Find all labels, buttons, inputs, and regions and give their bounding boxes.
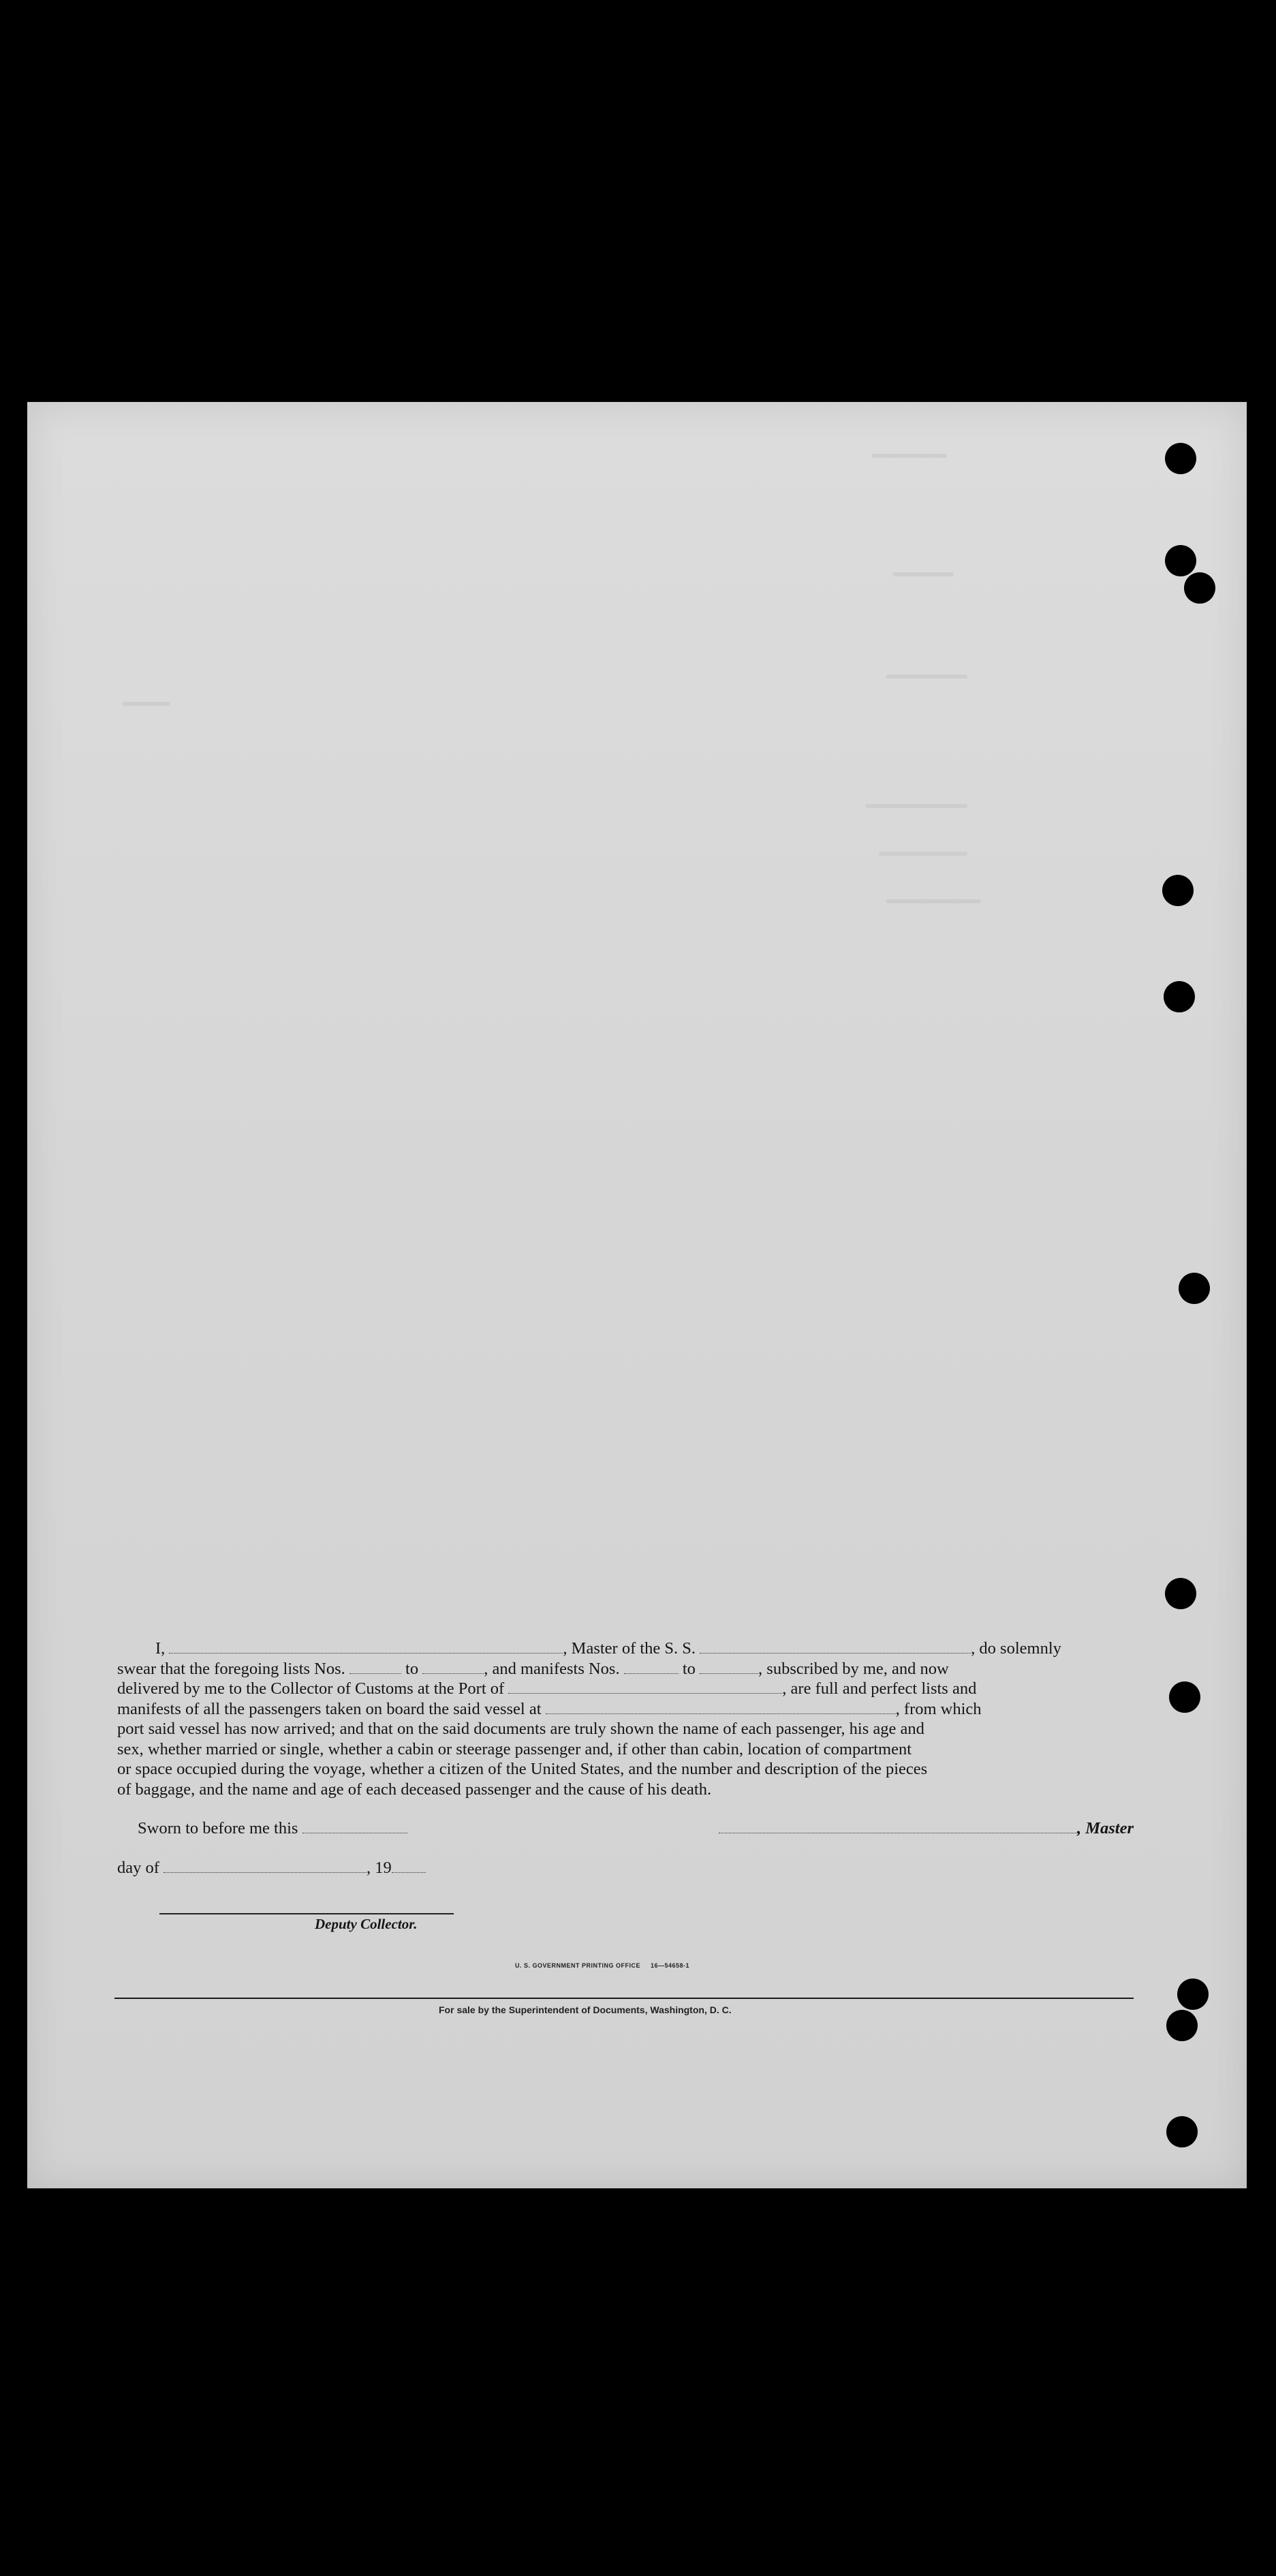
punch-hole <box>1177 1978 1209 2010</box>
oath-line-8: of baggage, and the name and age of each deceased passenger and the cause of his death. <box>117 1780 712 1799</box>
master-oath-text <box>117 1639 1134 1799</box>
master-name-blank <box>169 1641 563 1654</box>
punch-hole <box>1164 981 1195 1012</box>
punch-hole <box>1165 545 1196 576</box>
deputy-signature-line <box>159 1913 454 1914</box>
oath-full-perfect: , are full and perfect lists and <box>782 1679 977 1698</box>
day-of-row <box>117 1859 1134 1878</box>
oath-manifests-nos: , and manifests Nos. <box>484 1659 620 1678</box>
sworn-label: Sworn to before me this <box>138 1819 298 1837</box>
year-label: , 19 <box>367 1859 392 1877</box>
list-to-blank <box>422 1661 484 1674</box>
month-blank <box>164 1860 367 1873</box>
bleed-through-mark <box>879 852 967 856</box>
day-of-label: day of <box>117 1859 159 1877</box>
document-sheet <box>27 402 1247 2188</box>
manifest-from-blank <box>624 1661 679 1674</box>
punch-hole <box>1166 2116 1198 2147</box>
punch-hole <box>1169 1681 1200 1713</box>
manifest-to-blank <box>700 1661 758 1674</box>
list-from-blank <box>349 1661 401 1674</box>
oath-to-1: to <box>405 1659 419 1678</box>
gpo-imprint: U. S. GOVERNMENT PRINTING OFFICE 16—54658-1 <box>515 1962 690 1969</box>
sale-notice: For sale by the Superintendent of Documents, Washington, D. C. <box>439 2004 732 2015</box>
oath-master-of-ss: , Master of the S. S. <box>563 1639 696 1658</box>
oath-line-5: port said vessel has now arrived; and that on the said documents are truly shown the name of each passenger, his age and <box>117 1720 924 1738</box>
oath-subscribed: , subscribed by me, and now <box>758 1659 949 1678</box>
punch-hole <box>1165 1578 1196 1609</box>
master-label: , Master <box>1076 1819 1134 1837</box>
bleed-through-mark <box>872 454 947 458</box>
master-signature-blank <box>719 1820 1077 1833</box>
oath-port-of: delivered by me to the Collector of Customs at the Port of <box>117 1679 505 1698</box>
oath-from-which: , from which <box>895 1699 982 1718</box>
oath-i: I, <box>155 1639 166 1658</box>
oath-line-6: sex, whether married or single, whether a cabin or steerage passenger and, if other than cabin, location of compartment <box>117 1739 912 1758</box>
bleed-through-mark <box>892 572 954 576</box>
oath-line-7: or space occupied during the voyage, whether a citizen of the United States, and the number and description of the pieces <box>117 1760 928 1778</box>
footer-rule <box>114 1998 1134 1999</box>
punch-hole <box>1162 875 1194 906</box>
port-of-departure-blank <box>546 1701 896 1714</box>
oath-taken-on-board: manifests of all the passengers taken on board the said vessel at <box>117 1699 542 1718</box>
year-blank <box>392 1860 426 1873</box>
deputy-collector-label: Deputy Collector. <box>315 1916 418 1932</box>
punch-hole <box>1179 1273 1210 1304</box>
bleed-through-mark <box>865 804 967 808</box>
port-of-arrival-blank <box>508 1681 782 1694</box>
oath-lists-nos: swear that the foregoing lists Nos. <box>117 1659 345 1678</box>
sworn-day-blank <box>302 1820 407 1833</box>
oath-solemnly: , do solemnly <box>971 1639 1061 1658</box>
oath-to-2: to <box>682 1659 696 1678</box>
bleed-through-mark <box>123 702 170 706</box>
punch-hole <box>1165 443 1196 474</box>
bleed-through-mark <box>886 899 981 903</box>
punch-hole <box>1166 2010 1198 2041</box>
ship-name-blank <box>700 1641 971 1654</box>
bleed-through-mark <box>886 674 967 679</box>
punch-hole <box>1184 572 1215 604</box>
